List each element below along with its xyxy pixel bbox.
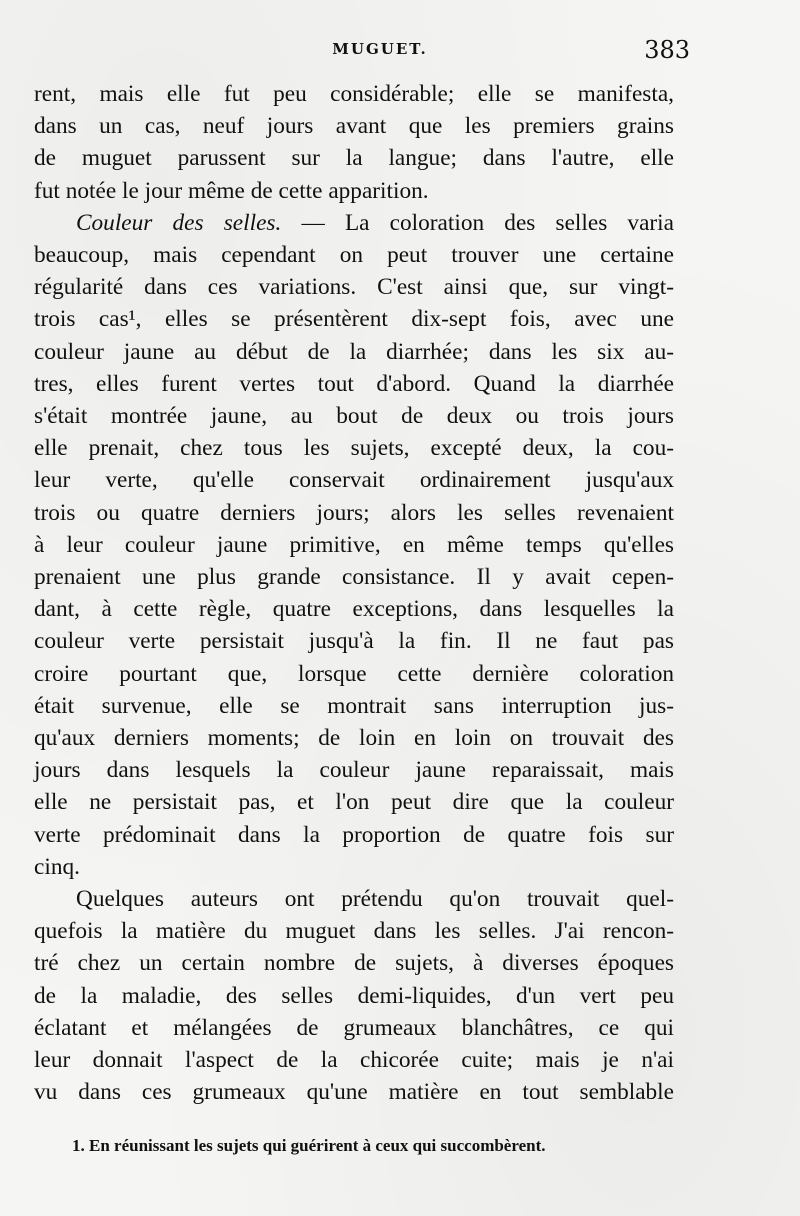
text-line: couleur jaune au début de la diarrhée; dans les six au- bbox=[34, 338, 674, 365]
running-head bbox=[70, 36, 690, 68]
text-line: éclatant et mélangées de grumeaux blanchâtres, ce qui bbox=[34, 1014, 674, 1041]
text-line: cinq. bbox=[34, 853, 80, 880]
text-line: beaucoup, mais cependant on peut trouver une certaine bbox=[34, 242, 674, 269]
text-line: leur verte, qu'elle conservait ordinairement jusqu'aux bbox=[34, 467, 674, 494]
body-text bbox=[34, 78, 674, 1109]
text-line: de la maladie, des selles demi-liquides, d'un vert peu bbox=[34, 982, 674, 1009]
text-line: prenaient une plus grande consistance. Il y avait cepen- bbox=[34, 564, 674, 591]
section-heading-italic: Couleur des selles. bbox=[76, 209, 282, 236]
text-line: fut notée le jour même de cette apparition. bbox=[34, 177, 429, 204]
text-line: rent, mais elle fut peu considérable; elle se manifesta, bbox=[34, 81, 674, 107]
text-line: s'était montrée jaune, au bout de deux ou trois jours bbox=[34, 403, 674, 430]
text-line-rest: Quelques auteurs ont prétendu qu'on trouvait quel- bbox=[76, 886, 674, 913]
text-line-rest: — La coloration des selles varia bbox=[281, 209, 674, 236]
text-line: était survenue, elle se montrait sans interruption jus- bbox=[34, 692, 674, 719]
text-line: à leur couleur jaune primitive, en même temps qu'elles bbox=[34, 531, 674, 558]
text-line: vu dans ces grumeaux qu'une matière en tout semblable bbox=[34, 1079, 674, 1106]
running-title: MUGUET. bbox=[332, 40, 428, 58]
text-line: croire pourtant que, lorsque cette dernière coloration bbox=[34, 660, 674, 687]
text-line: leur donnait l'aspect de la chicorée cuite; mais je n'ai bbox=[34, 1047, 674, 1074]
footnote-text: En réunissant les sujets qui guérirent à ceux qui succombèrent. bbox=[89, 1136, 546, 1155]
text-line-with-heading bbox=[34, 207, 674, 239]
text-line: dant, à cette règle, quatre exceptions, dans lesquelles la bbox=[34, 596, 674, 623]
text-line: jours dans lesquels la couleur jaune reparaissait, mais bbox=[34, 757, 674, 784]
footnote bbox=[72, 1134, 682, 1158]
text-line: de muguet parussent sur la langue; dans l'autre, elle bbox=[34, 145, 674, 172]
text-line: verte prédominait dans la proportion de quatre fois sur bbox=[34, 821, 674, 848]
footnote-marker: 1. bbox=[72, 1136, 85, 1155]
text-line: dans un cas, neuf jours avant que les premiers grains bbox=[34, 113, 674, 140]
text-line: trois cas¹, elles se présentèrent dix-sept fois, avec une bbox=[34, 306, 674, 333]
text-line: tré chez un certain nombre de sujets, à diverses époques bbox=[34, 950, 674, 977]
page-number: 383 bbox=[644, 36, 690, 64]
text-line: couleur verte persistait jusqu'à la fin. Il ne faut pas bbox=[34, 628, 674, 655]
text-line: elle ne persistait pas, et l'on peut dire que la couleur bbox=[34, 789, 674, 816]
text-line: trois ou quatre derniers jours; alors les selles revenaient bbox=[34, 499, 674, 526]
text-line: quefois la matière du muguet dans les selles. J'ai rencon- bbox=[34, 918, 674, 945]
text-line: qu'aux derniers moments; de loin en loin on trouvait des bbox=[34, 725, 674, 752]
text-line: elle prenait, chez tous les sujets, excepté deux, la cou- bbox=[34, 435, 674, 462]
text-line: régularité dans ces variations. C'est ainsi que, sur vingt- bbox=[34, 274, 674, 301]
text-line: tres, elles furent vertes tout d'abord. Quand la diarrhée bbox=[34, 370, 674, 397]
text-line-indented bbox=[34, 883, 674, 915]
